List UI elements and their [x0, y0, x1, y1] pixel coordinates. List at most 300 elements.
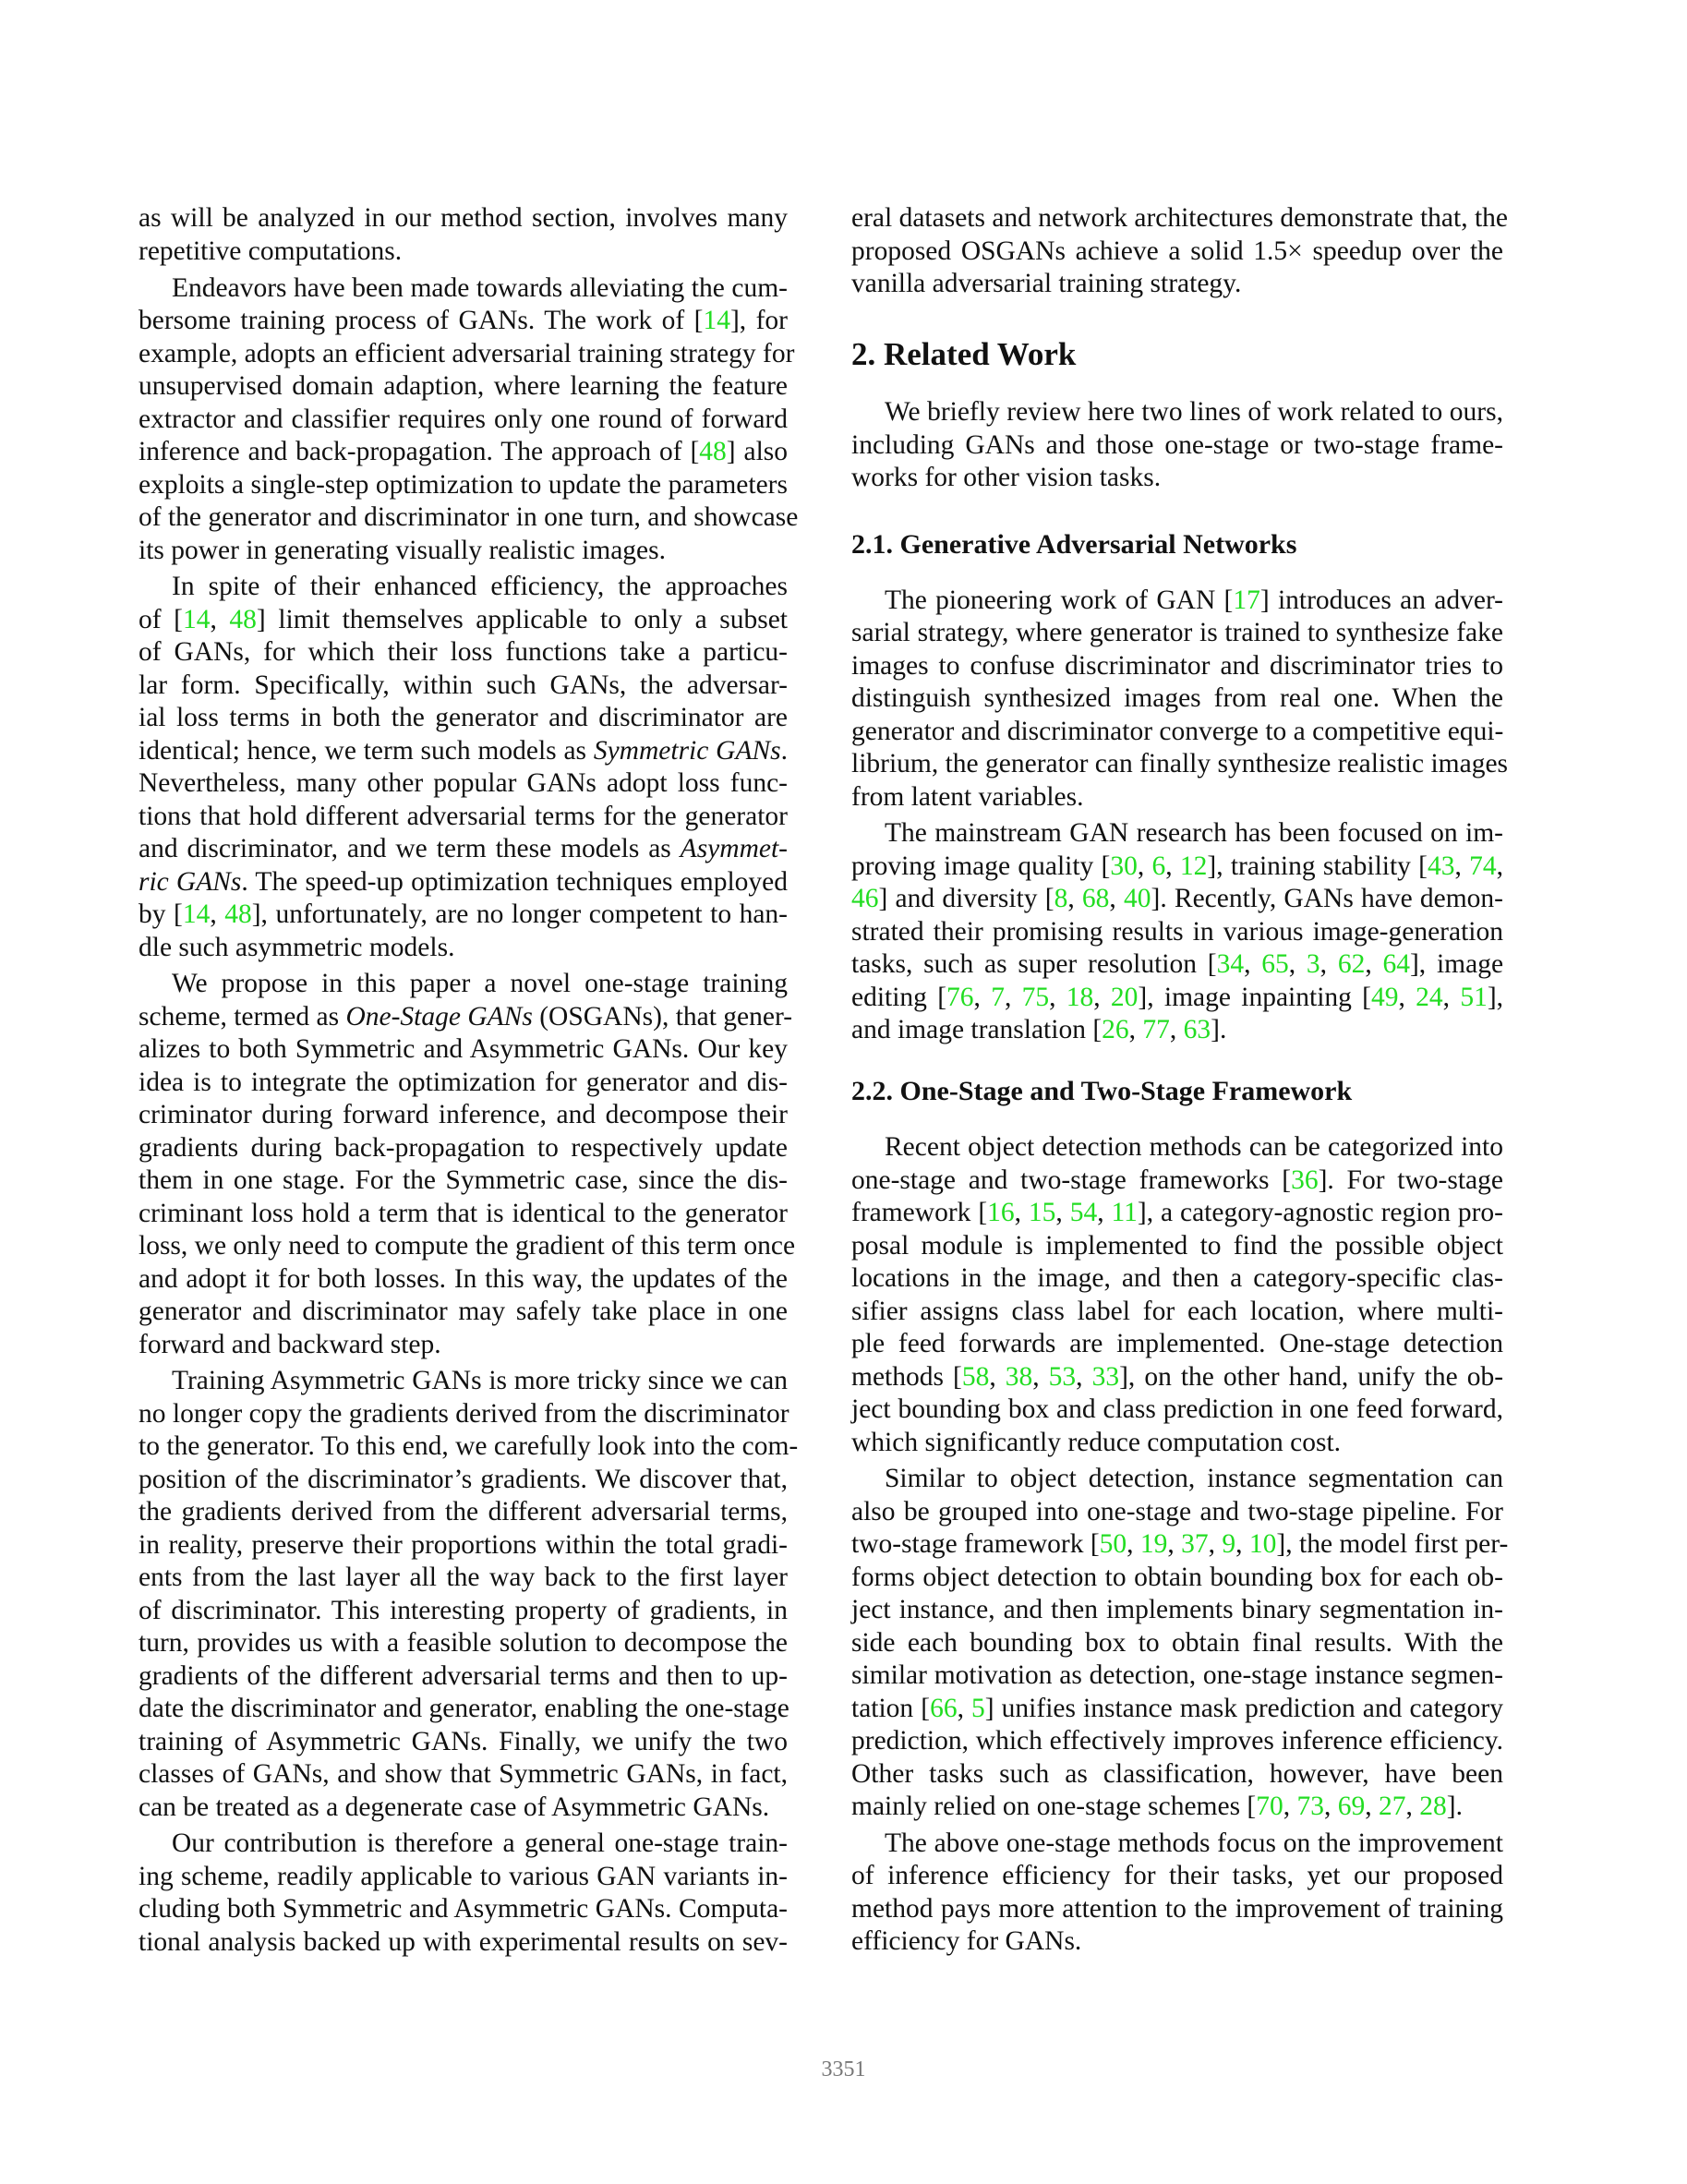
text-run: classes of GANs, and show that Symmetric GANs, in fact, [139, 1759, 788, 1789]
text-run: , [1165, 851, 1180, 881]
text-line [851, 1393, 1503, 1426]
text-line [851, 461, 1503, 494]
text-run: , [1076, 1362, 1092, 1392]
text-run: , [1032, 1362, 1049, 1392]
text-run: bersome training process of GANs. The work of [ [139, 306, 704, 335]
text-run: the gradients derived from the different adversarial terms, [139, 1497, 788, 1526]
citation-link[interactable]: 75 [1021, 983, 1050, 1012]
text-line [139, 1757, 788, 1791]
text-line [851, 201, 1508, 235]
text-line [139, 1892, 788, 1925]
citation-link[interactable]: 36 [1291, 1165, 1319, 1195]
text-run: inference and back-propagation. The approach of [ [139, 437, 700, 466]
text-run: gradients during back-propagation to respectively update [139, 1133, 788, 1163]
citation-link[interactable]: 40 [1124, 884, 1151, 913]
text-line [851, 915, 1503, 948]
text-run: , [1128, 1015, 1143, 1044]
citation-link[interactable]: 26 [1102, 1015, 1129, 1044]
text-line [851, 715, 1503, 748]
text-line [851, 1295, 1503, 1328]
text-run: , [1097, 1198, 1112, 1227]
text-run: forms object detection to obtain bounding box for each ob- [851, 1563, 1503, 1592]
text-line [139, 337, 795, 370]
text-run: , [957, 1694, 972, 1723]
text-run: , [989, 1362, 1006, 1392]
text-run: which significantly reduce computation cost. [851, 1428, 1342, 1457]
text-line [851, 1626, 1503, 1659]
text-line [139, 534, 788, 567]
text-run: ject bounding box and class prediction in one feed forward, [851, 1394, 1503, 1424]
text-run: lar form. Specifically, within such GANs, the adversar- [139, 670, 788, 700]
text-run: and discriminator, and we term these models as [139, 834, 681, 863]
text-line [139, 1791, 788, 1824]
text-run: , [1442, 983, 1461, 1012]
text-line [851, 649, 1503, 682]
citation-link[interactable]: 54 [1069, 1198, 1098, 1227]
text-run: ], unfortunately, are no longer competent to han- [251, 899, 789, 929]
text-line [139, 1164, 788, 1197]
text-line [851, 780, 1503, 814]
text-line [139, 1430, 799, 1463]
text-run: , [1049, 983, 1066, 1012]
text-line [851, 850, 1503, 883]
text-run: ]. [1446, 1792, 1463, 1821]
text-run: ] limit themselves applicable to only a subset [256, 605, 788, 634]
text-line [139, 1594, 788, 1627]
text-run: ial loss terms in both the generator and discriminator are [139, 703, 788, 732]
text-run: , [210, 899, 225, 929]
text-line [851, 1757, 1503, 1791]
text-run: to the generator. To this end, we carefully look into the com- [139, 1431, 799, 1461]
text-run: librium, the generator can finally synthesize realistic images [851, 749, 1509, 778]
text-run: can be treated as a degenerate case of Asymmetric GANs. [139, 1792, 770, 1822]
text-line [139, 1925, 788, 1959]
text-line [139, 271, 788, 305]
text-line [851, 1360, 1503, 1394]
text-run: , [1324, 1792, 1338, 1821]
text-line [139, 1364, 788, 1397]
text-run: in reality, preserve their proportions within the total gradi- [139, 1530, 788, 1560]
text-line [851, 1724, 1503, 1757]
citation-link[interactable]: 48 [699, 437, 727, 466]
text-run: editing [ [851, 983, 947, 1012]
text-run: side each bounding box to obtain final results. With the [851, 1628, 1503, 1658]
text-run: from latent variables. [851, 782, 1084, 812]
text-line [139, 1229, 796, 1262]
citation-link[interactable]: 33 [1091, 1362, 1120, 1392]
citation-link[interactable]: 17 [1233, 585, 1260, 615]
text-run: exploits a single-step optimization to update the parameters [139, 470, 788, 500]
text-line [139, 1397, 788, 1430]
text-line [851, 1859, 1503, 1892]
text-run: repetitive computations. [139, 236, 403, 266]
text-line [139, 1692, 788, 1725]
text-run: forward and backward step. [139, 1330, 441, 1359]
text-run: tasks, such as super resolution [ [851, 949, 1217, 979]
text-run: them in one stage. For the Symmetric case, since the dis- [139, 1165, 788, 1195]
text-line [139, 669, 788, 702]
text-run: . [780, 736, 788, 766]
text-run: vanilla adversarial training strategy. [851, 269, 1242, 298]
text-run: sarial strategy, where generator is trained to synthesize fake [851, 618, 1503, 647]
text-run: example, adopts an efficient adversarial training strategy for [139, 339, 795, 368]
text-run: similar motivation as detection, one-stage instance segmen- [851, 1660, 1503, 1690]
text-line [851, 1327, 1503, 1360]
text-line [139, 1463, 788, 1496]
text-line [851, 1593, 1503, 1626]
text-line [139, 635, 788, 669]
text-line [851, 947, 1503, 981]
text-run: ]. [1211, 1015, 1227, 1044]
text-line [851, 1827, 1503, 1860]
text-line [139, 800, 788, 833]
citation-link[interactable]: 48 [224, 899, 252, 929]
text-line [851, 1426, 1503, 1459]
italic-term: One-Stage GANs [345, 1002, 533, 1032]
text-run: identical; hence, we term such models as [139, 736, 594, 766]
text-line [851, 981, 1503, 1014]
text-run: as will be analyzed in our method section, involves many [139, 203, 788, 233]
italic-term: ric GANs [139, 867, 242, 897]
citation-link[interactable]: 63 [1183, 1015, 1211, 1044]
text-run: posal module is implemented to find the possible object [851, 1231, 1503, 1261]
citation-link[interactable]: 69 [1337, 1792, 1366, 1821]
text-run: distinguish synthesized images from real one. When the [851, 683, 1503, 713]
text-run: strated their promising results in various image-generation [851, 917, 1503, 947]
text-line [851, 1495, 1503, 1528]
citation-link[interactable]: 10 [1248, 1529, 1277, 1559]
text-line [851, 1229, 1503, 1262]
text-run: ] introduces an adver- [1259, 585, 1503, 615]
text-line [851, 1527, 1509, 1561]
italic-term: Symmetric GANs [593, 736, 781, 766]
text-run: training of Asymmetric GANs. Finally, we unify the two [139, 1727, 788, 1756]
text-run: , [1014, 1198, 1029, 1227]
citation-link[interactable]: 14 [182, 899, 211, 929]
text-run: generator and discriminator converge to a competitive equi- [851, 717, 1504, 746]
text-line [139, 1725, 788, 1758]
text-line [139, 369, 788, 403]
text-run: ], the model first per- [1276, 1529, 1509, 1559]
text-run: ]. Recently, GANs have demon- [1151, 884, 1504, 913]
citation-link[interactable]: 14 [182, 605, 211, 634]
citation-link[interactable]: 74 [1469, 851, 1497, 881]
text-run: and image translation [ [851, 1015, 1103, 1044]
text-run: scheme, termed as [139, 1002, 346, 1032]
text-line [139, 1262, 788, 1296]
text-run: tional analysis backed up with experimental results on sev- [139, 1927, 788, 1957]
citation-link[interactable]: 18 [1066, 983, 1094, 1012]
text-line [851, 1561, 1503, 1594]
text-run: loss, we only need to compute the gradient of this term once [139, 1231, 796, 1261]
citation-link[interactable]: 5 [971, 1694, 985, 1723]
text-line [851, 584, 1503, 617]
text-run: of the generator and discriminator in one turn, and showcase [139, 502, 799, 532]
text-line [851, 882, 1503, 915]
text-run: idea is to integrate the optimization for generator and dis- [139, 1068, 788, 1097]
text-run: turn, provides us with a feasible solution to decompose the [139, 1628, 788, 1658]
text-run: criminator during forward inference, and decompose their [139, 1100, 788, 1129]
text-run: ents from the last layer all the way back to the first layer [139, 1563, 788, 1592]
citation-link[interactable]: 76 [946, 983, 974, 1012]
text-line [139, 1131, 788, 1164]
citation-link[interactable]: 11 [1111, 1198, 1138, 1227]
text-line [851, 1196, 1503, 1229]
text-run: ], [1487, 983, 1504, 1012]
text-run: position of the discriminator’s gradients. We discover that, [139, 1465, 788, 1494]
text-run: , [1055, 1198, 1070, 1227]
citation-link[interactable]: 43 [1428, 851, 1455, 881]
text-run: prediction, which effectively improves inference efficiency. [851, 1726, 1503, 1756]
citation-link[interactable]: 51 [1460, 983, 1488, 1012]
citation-link[interactable]: 14 [703, 306, 730, 335]
text-run: ]. For two-stage [1318, 1165, 1503, 1195]
text-run: ple feed forwards are implemented. One-stage detection [851, 1329, 1503, 1358]
citation-link[interactable]: 64 [1382, 949, 1410, 979]
text-run: In spite of their enhanced efficiency, the approaches [172, 572, 788, 601]
citation-link[interactable]: 20 [1110, 983, 1139, 1012]
text-run: , [1235, 1529, 1249, 1559]
text-run: method pays more attention to the improvement of training [851, 1894, 1503, 1924]
text-line [851, 747, 1509, 780]
text-line [139, 1000, 793, 1033]
citation-link[interactable]: 73 [1296, 1792, 1325, 1821]
citation-link[interactable]: 58 [961, 1362, 990, 1392]
text-line [851, 616, 1503, 649]
citation-link[interactable]: 7 [991, 983, 1005, 1012]
text-line [139, 435, 788, 468]
text-line [139, 1197, 788, 1230]
citation-link[interactable]: 77 [1142, 1015, 1170, 1044]
citation-link[interactable]: 50 [1099, 1529, 1127, 1559]
text-run: its power in generating visually realistic images. [139, 536, 667, 565]
text-run: , [1454, 851, 1470, 881]
text-run: sifier assigns class label for each location, where multi- [851, 1297, 1503, 1326]
citation-link[interactable]: 15 [1028, 1198, 1056, 1227]
text-line [851, 235, 1503, 268]
text-run: ], training stability [ [1207, 851, 1428, 881]
text-run: , [973, 983, 992, 1012]
text-run: framework [ [851, 1198, 988, 1227]
text-run: unsupervised domain adaption, where learning the feature [139, 371, 788, 401]
text-run: , [1398, 983, 1416, 1012]
text-run: , [1167, 1529, 1182, 1559]
text-run: one-stage and two-stage frameworks [ [851, 1165, 1292, 1195]
text-line [139, 1561, 788, 1594]
text-run: The pioneering work of GAN [ [885, 585, 1234, 615]
text-run: Nevertheless, many other popular GANs adopt loss func- [139, 768, 788, 798]
text-run: mainly relied on one-stage schemes [ [851, 1792, 1257, 1821]
text-run: proposed OSGANs achieve a solid 1.5× speedup over the [851, 236, 1503, 266]
text-line [139, 570, 788, 603]
text-run: , [1109, 884, 1124, 913]
text-line [139, 1659, 788, 1693]
text-line [139, 1098, 788, 1131]
citation-link[interactable]: 16 [987, 1198, 1015, 1227]
text-line [851, 1925, 1503, 1958]
text-run: ] unifies instance mask prediction and category [984, 1694, 1503, 1723]
text-line [139, 865, 788, 899]
text-run: . The speed-up optimization techniques employed [241, 867, 789, 897]
text-run: tions that hold different adversarial terms for the generator [139, 802, 788, 831]
text-line [851, 395, 1503, 428]
text-run: by [ [139, 899, 183, 929]
subsection-heading: 2.1. Generative Adversarial Networks [851, 529, 1297, 560]
text-run: , [1288, 949, 1307, 979]
text-run: , [1137, 851, 1152, 881]
text-line [139, 734, 788, 767]
text-run: , [210, 605, 230, 634]
text-run: ] also [726, 437, 788, 466]
citation-link[interactable]: 24 [1416, 983, 1443, 1012]
text-line [139, 468, 788, 501]
text-line [139, 235, 788, 268]
text-run: ing scheme, readily applicable to various GAN variants in- [139, 1862, 788, 1891]
text-line [139, 766, 788, 800]
section-heading: 2. Related Work [851, 336, 1077, 372]
page-number: 3351 [821, 2057, 866, 2081]
text-run: Other tasks such as classification, however, have been [851, 1759, 1503, 1789]
text-run: , [1169, 1015, 1184, 1044]
text-line [139, 701, 788, 734]
text-line [139, 1328, 788, 1361]
text-run: cluding both Symmetric and Asymmetric GANs. Computa- [139, 1894, 788, 1924]
text-line [139, 1066, 788, 1099]
text-run: two-stage framework [ [851, 1529, 1100, 1559]
text-line [139, 1827, 788, 1860]
text-run: date the discriminator and generator, enabling the one-stage [139, 1694, 789, 1723]
citation-link[interactable]: 34 [1216, 949, 1245, 979]
citation-link[interactable]: 66 [930, 1694, 958, 1723]
text-run: ], image [1409, 949, 1504, 979]
citation-link[interactable]: 30 [1110, 851, 1138, 881]
text-line [851, 267, 1503, 300]
text-line [139, 1860, 788, 1893]
citation-link[interactable]: 3 [1306, 949, 1320, 979]
text-run: (OSGANs), that gener- [532, 1002, 793, 1032]
text-line [851, 428, 1503, 462]
text-line [851, 682, 1503, 715]
text-line [851, 1164, 1503, 1197]
text-run: efficiency for GANs. [851, 1926, 1082, 1956]
citation-link[interactable]: 12 [1179, 851, 1208, 881]
text-run: also be grouped into one-stage and two-stage pipeline. For [851, 1497, 1503, 1526]
text-run: criminant loss hold a term that is identical to the generator [139, 1199, 788, 1228]
text-run: methods [ [851, 1362, 962, 1392]
citation-link[interactable]: 6 [1151, 851, 1166, 881]
text-run: , [1093, 983, 1111, 1012]
text-run: We briefly review here two lines of work related to ours, [885, 397, 1503, 427]
citation-link[interactable]: 53 [1048, 1362, 1077, 1392]
citation-link[interactable]: 38 [1005, 1362, 1033, 1392]
text-run: The mainstream GAN research has been focused on im- [885, 818, 1503, 848]
text-line [139, 1495, 788, 1528]
subsection-heading: 2.2. One-Stage and Two-Stage Framework [851, 1076, 1353, 1106]
text-run: alizes to both Symmetric and Asymmetric GANs. Our key [139, 1034, 788, 1064]
text-line [139, 967, 788, 1000]
text-run: eral datasets and network architectures demonstrate that, the [851, 203, 1508, 233]
text-run: ], for [729, 306, 788, 335]
text-run: images to confuse discriminator and discriminator tries to [851, 651, 1503, 681]
text-run: We propose in this paper a novel one-stage training [172, 969, 788, 998]
text-run: , [1365, 949, 1383, 979]
text-line [139, 832, 788, 865]
text-run: The above one-stage methods focus on the improvement [885, 1828, 1503, 1858]
text-line [139, 403, 788, 436]
text-line [851, 1013, 1503, 1046]
text-line [851, 1692, 1503, 1725]
text-line [851, 1790, 1503, 1823]
text-run: of discriminator. This interesting property of gradients, in [139, 1596, 788, 1625]
text-line [139, 304, 788, 337]
text-line [139, 898, 788, 931]
text-line [851, 816, 1503, 850]
text-run: ] and diversity [ [878, 884, 1054, 913]
citation-link[interactable]: 8 [1054, 884, 1068, 913]
text-run: and adopt it for both losses. In this way, the updates of the [139, 1264, 788, 1294]
text-run: extractor and classifier requires only one round of forward [139, 404, 788, 434]
text-run: Recent object detection methods can be categorized into [885, 1132, 1503, 1162]
text-run: Our contribution is therefore a general one-stage train- [172, 1828, 788, 1858]
text-line [851, 1462, 1503, 1495]
text-run: Similar to object detection, instance segmentation can [885, 1464, 1503, 1493]
text-run: of GANs, for which their loss functions take a particu- [139, 637, 788, 667]
citation-link[interactable]: 37 [1181, 1529, 1209, 1559]
citation-link[interactable]: 68 [1081, 884, 1110, 913]
text-line [139, 1032, 788, 1066]
text-line [139, 1295, 788, 1328]
text-run: , [1244, 949, 1262, 979]
citation-link[interactable]: 70 [1256, 1792, 1283, 1821]
text-run: including GANs and those one-stage or two-stage frame- [851, 430, 1503, 460]
text-line [139, 1626, 788, 1659]
text-run: generator and discriminator may safely take place in one [139, 1297, 788, 1326]
text-run: ], a category-agnostic region pro- [1137, 1198, 1503, 1227]
text-run: proving image quality [ [851, 851, 1111, 881]
text-line [139, 603, 788, 636]
citation-link[interactable]: 27 [1379, 1792, 1406, 1821]
text-run: ject instance, and then implements binary segmentation in- [851, 1595, 1503, 1624]
text-run: ], on the other hand, unify the ob- [1119, 1362, 1504, 1392]
citation-link[interactable]: 19 [1139, 1529, 1168, 1559]
citation-link[interactable]: 46 [851, 884, 879, 913]
citation-link[interactable]: 62 [1337, 949, 1366, 979]
text-line [851, 1261, 1503, 1295]
citation-link[interactable]: 28 [1419, 1792, 1447, 1821]
text-run: , [1127, 1529, 1140, 1559]
text-line [139, 1528, 788, 1562]
citation-link[interactable]: 48 [229, 605, 257, 634]
text-run: of [ [139, 605, 183, 634]
text-run: tation [ [851, 1694, 931, 1723]
citation-link[interactable]: 49 [1371, 983, 1399, 1012]
text-run: gradients of the different adversarial terms and then to up- [139, 1661, 788, 1691]
citation-link[interactable]: 9 [1222, 1529, 1236, 1559]
text-run: , [1208, 1529, 1223, 1559]
text-line [139, 501, 799, 534]
text-run: Training Asymmetric GANs is more tricky since we can [172, 1366, 788, 1395]
text-run: , [1405, 1792, 1420, 1821]
text-line [139, 201, 788, 235]
text-run: , [1283, 1792, 1297, 1821]
text-line [139, 931, 788, 964]
text-run: , [1496, 851, 1504, 881]
citation-link[interactable]: 65 [1261, 949, 1289, 979]
text-run: , [1365, 1792, 1380, 1821]
text-run: ], image inpainting [ [1138, 983, 1371, 1012]
text-line [851, 1659, 1503, 1692]
text-run: no longer copy the gradients derived from the discriminator [139, 1399, 789, 1429]
